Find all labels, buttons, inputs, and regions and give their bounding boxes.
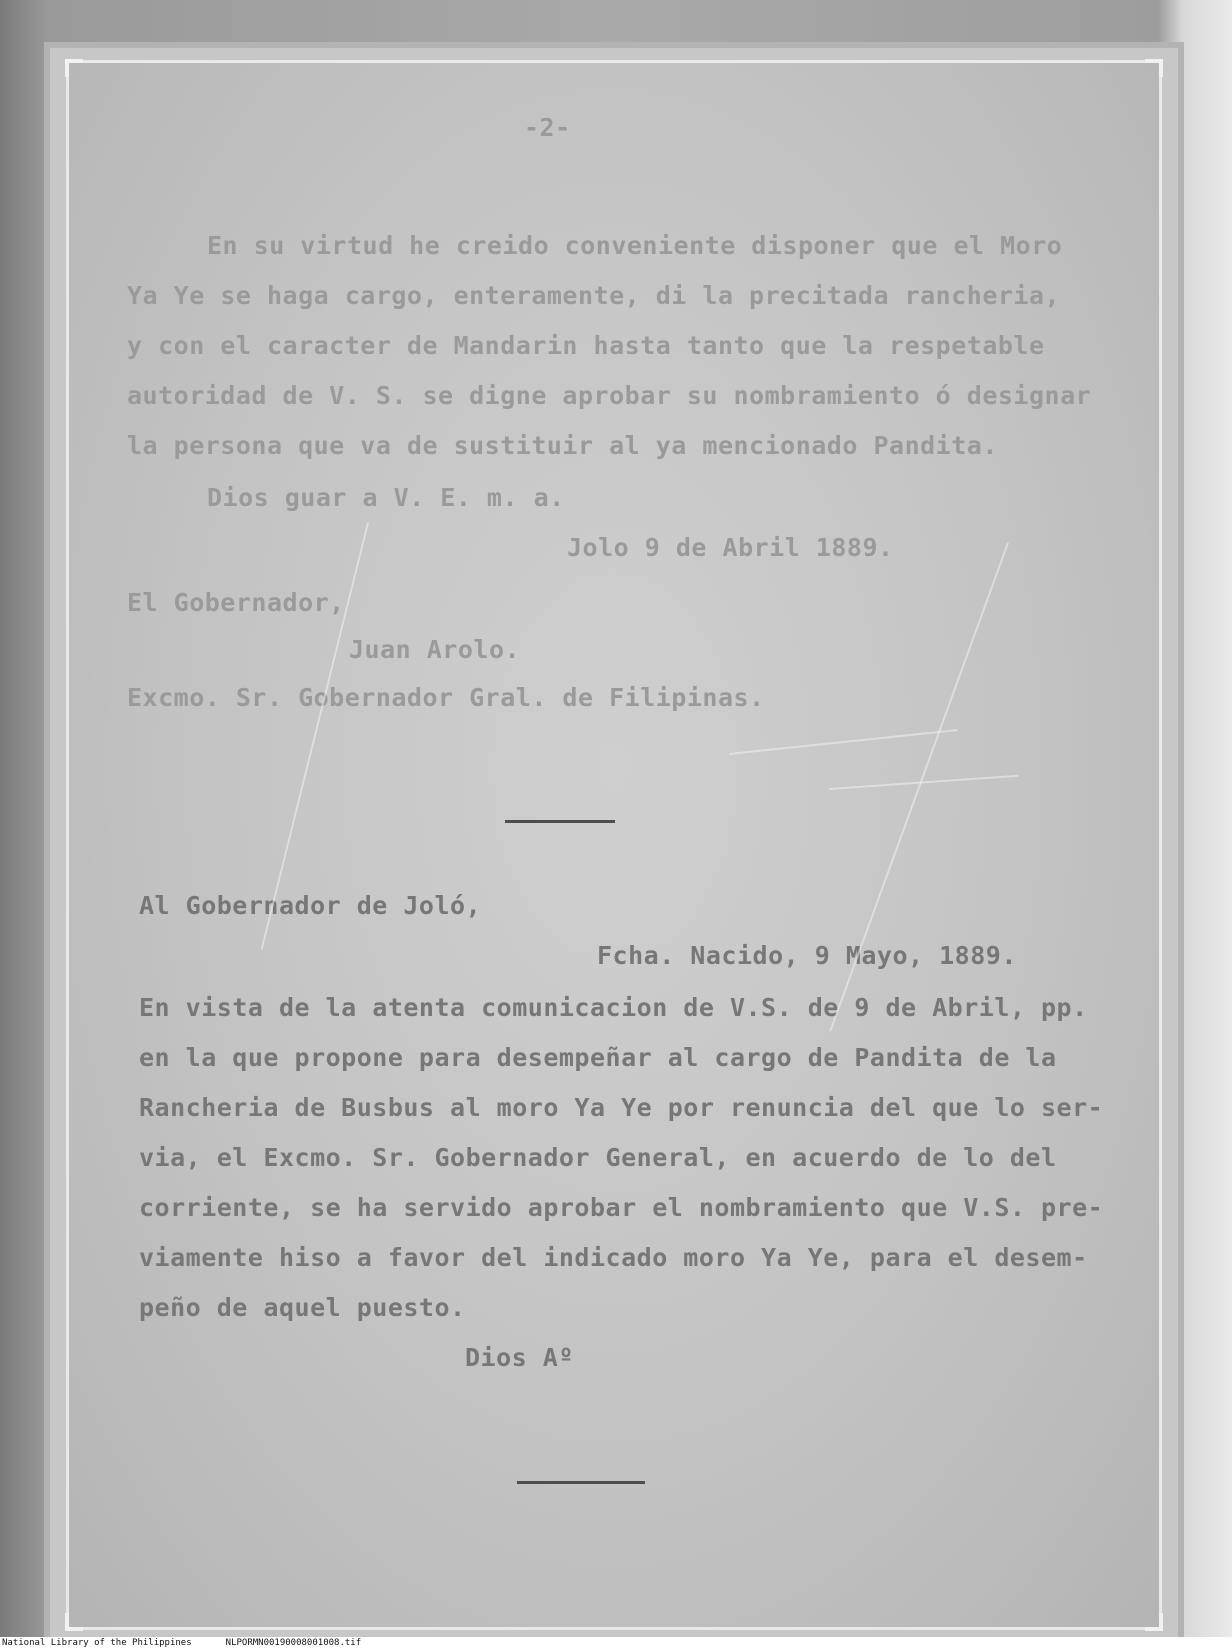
paragraph-line: Ya Ye se haga cargo, enteramente, di la precitada rancheria, — [127, 281, 1061, 310]
film-scratch — [729, 729, 958, 755]
paragraph-line: corriente, se ha servido aprobar el nombramiento que V.S. pre- — [139, 1193, 1104, 1222]
file-name: NLPORMN00190008001008.tif — [225, 1638, 362, 1648]
paragraph-line: via, el Excmo. Sr. Gobernador General, en acuerdo de lo del — [139, 1143, 1057, 1172]
to-line: Al Gobernador de Joló, — [139, 891, 482, 920]
divider — [517, 1481, 645, 1484]
divider — [505, 820, 615, 823]
salutation: Dios guar a V. E. m. a. — [207, 483, 565, 512]
document-page — [66, 60, 1162, 1630]
paragraph-line: Rancheria de Busbus al moro Ya Ye por renuncia del que lo ser- — [139, 1093, 1104, 1122]
corner-mark — [65, 59, 83, 77]
page-number: -2- — [524, 113, 571, 142]
caption-bar — [0, 1637, 1232, 1650]
corner-mark — [1145, 1613, 1163, 1631]
closing: Dios Aº — [465, 1343, 574, 1372]
paragraph-line: en la que propone para desempeñar al cargo de Pandita de la — [139, 1043, 1057, 1072]
paragraph-line: la persona que va de sustituir al ya mencionado Pandita. — [127, 431, 998, 460]
film-scratch — [829, 775, 1019, 790]
addressee: Excmo. Sr. Gobernador Gral. de Filipinas. — [127, 683, 765, 712]
corner-mark — [1145, 59, 1163, 77]
paragraph-line: En vista de la atenta comunicacion de V.S. de 9 de Abril, pp. — [139, 993, 1088, 1022]
signer-title: El Gobernador, — [127, 588, 345, 617]
paragraph-line: En su virtud he creido conveniente disponer que el Moro — [207, 231, 1063, 260]
corner-mark — [65, 1613, 83, 1631]
paragraph-line: viamente hiso a favor del indicado moro Ya Ye, para el desem- — [139, 1243, 1088, 1272]
library-name: National Library of the Philippines — [2, 1638, 192, 1648]
paragraph-line: peño de aquel puesto. — [139, 1293, 466, 1322]
date-line: Jolo 9 de Abril 1889. — [567, 533, 894, 562]
paragraph-line: y con el caracter de Mandarin hasta tanto que la respetable — [127, 331, 1045, 360]
signer-name: Juan Arolo. — [349, 635, 521, 664]
reply-date: Fcha. Nacido, 9 Mayo, 1889. — [597, 941, 1017, 970]
film-scratch — [261, 523, 369, 950]
paragraph-line: autoridad de V. S. se digne aprobar su nombramiento ó designar — [127, 381, 1092, 410]
